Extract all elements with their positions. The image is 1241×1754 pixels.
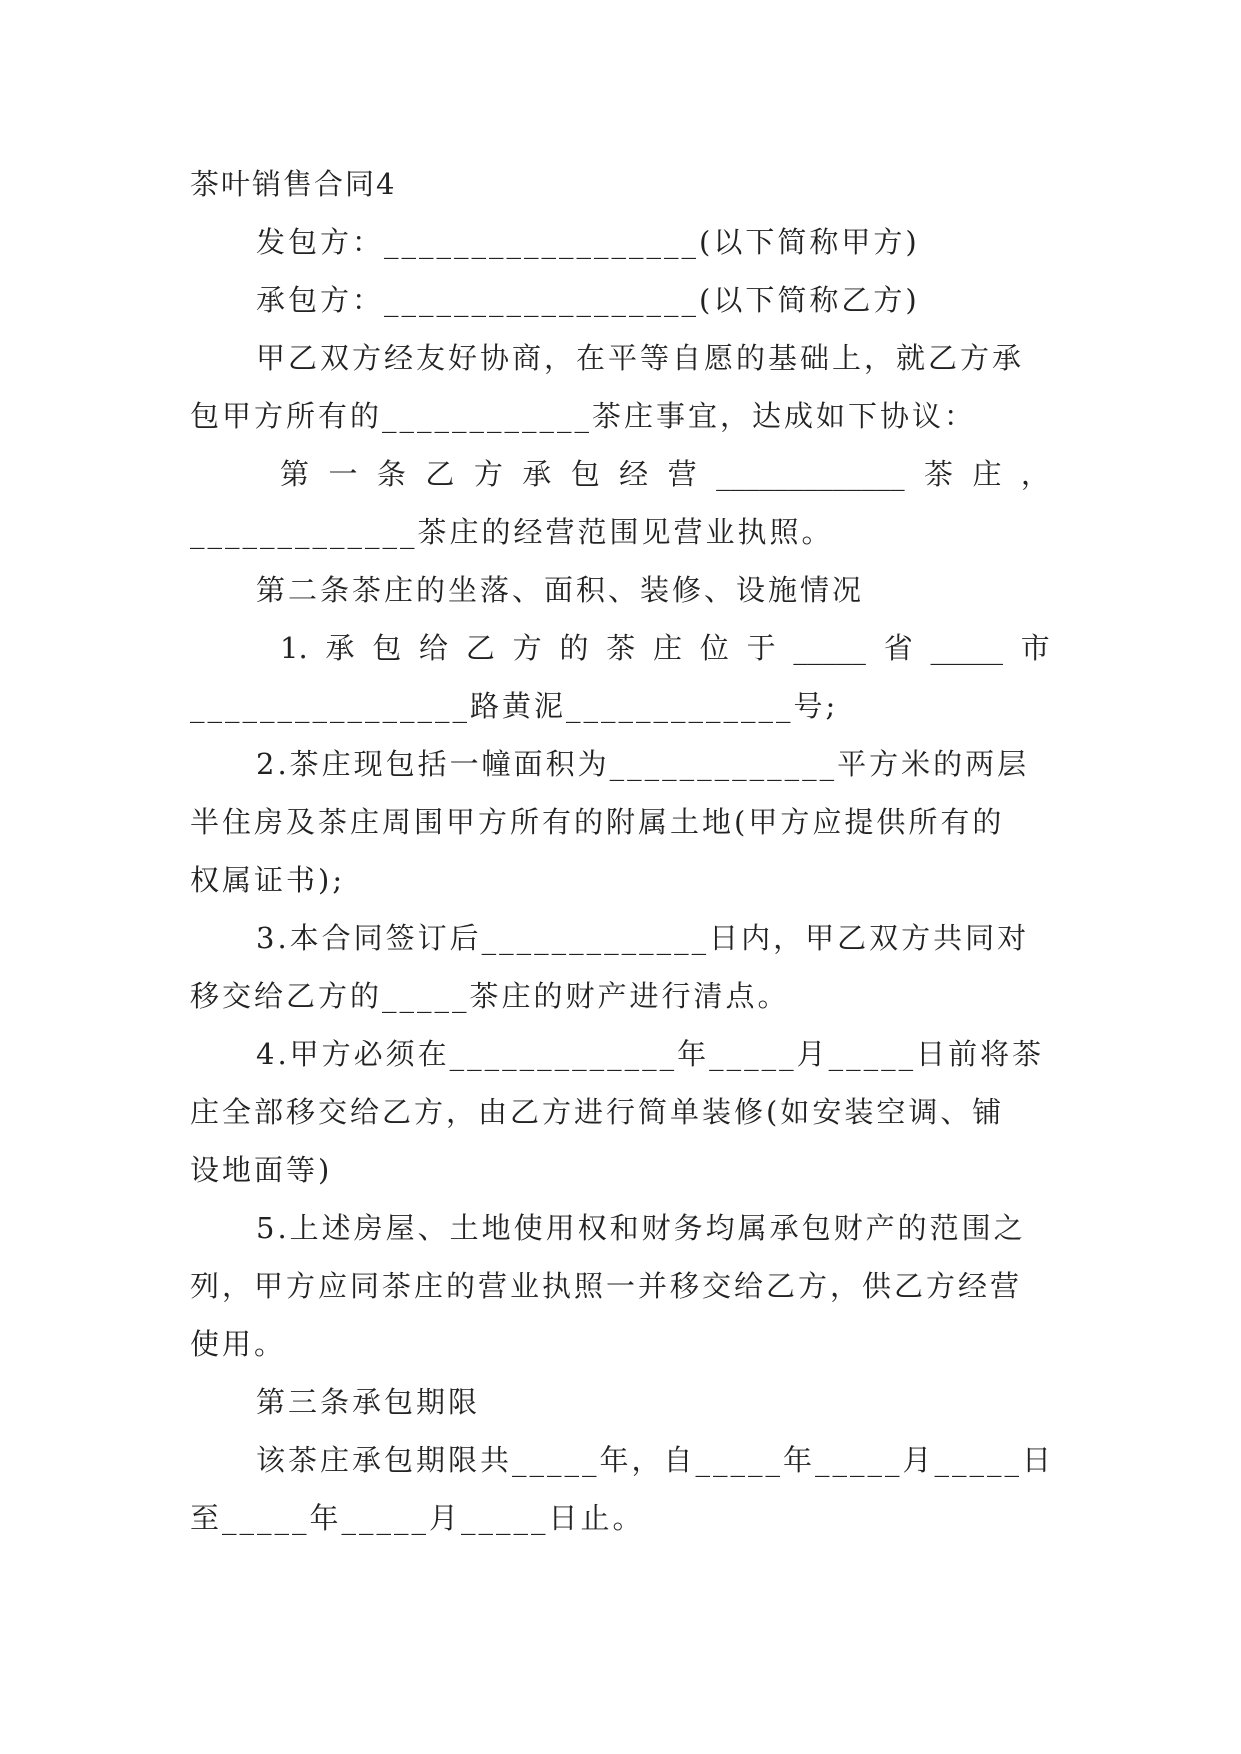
item-1-token: 承 [325,631,355,665]
article-1-token: 第 [280,457,310,491]
article-1-line-1 [190,445,1050,503]
article-1-token: 茶 [924,457,954,491]
item-1-token: 给 [419,631,449,665]
article-2-item-2-line-1: 2.茶庄现包括一幢面积为_____________平方米的两层 [256,747,1030,781]
article-2-item-3-line-2: 移交给乙方的_____茶庄的财产进行清点。 [190,979,790,1013]
item-1-blank: _____ [930,631,1003,665]
article-2-item-5-line-3: 使用。 [190,1327,287,1361]
item-1-token: 于 [746,631,776,665]
article-3-heading: 第三条承包期限 [256,1385,481,1419]
article-2-item-5-line-2: 列，甲方应同茶庄的营业执照一并移交给乙方，供乙方经营 [190,1269,1023,1303]
item-1-token: 庄 [653,631,683,665]
article-2-item-2-line-2: 半住房及茶庄周围甲方所有的附属土地(甲方应提供所有的 [190,805,1005,839]
preamble-line-2: 包甲方所有的____________茶庄事宜，达成如下协议： [190,399,977,433]
item-1-token: 包 [372,631,402,665]
article-1-token: 经 [619,457,649,491]
article-2-item-5-line-1: 5.上述房屋、土地使用权和财务均属承包财产的范围之 [256,1211,1026,1245]
article-1-token: 包 [570,457,600,491]
article-1-token: 乙 [425,457,455,491]
party-b-line: 承包方：__________________(以下简称乙方) [256,283,920,317]
article-1-token: 一 [328,457,358,491]
article-2-item-4-line-3: 设地面等) [190,1153,333,1187]
article-3-line-1: 该茶庄承包期限共_____年，自_____年_____月_____日 [256,1443,1055,1477]
article-1-token: 条 [376,457,406,491]
article-2-item-1-line-1 [190,619,1050,677]
item-1-token: 省 [883,631,913,665]
article-1-token: ， [1020,457,1050,491]
article-2-item-1-line-2: ________________路黄泥_____________号; [190,689,839,723]
article-1-token: 营 [667,457,697,491]
article-2-item-2-line-3: 权属证书); [190,863,346,897]
item-1-token: 1. [280,631,308,665]
article-2-heading: 第二条茶庄的坐落、面积、装修、设施情况 [256,573,865,607]
article-2-item-4-line-2: 庄全部移交给乙方，由乙方进行简单装修(如安装空调、铺 [190,1095,1005,1129]
item-1-token: 位 [699,631,729,665]
item-1-token: 方 [512,631,542,665]
document-title: 茶叶销售合同4 [190,167,397,201]
article-1-token: 方 [473,457,503,491]
item-1-token: 茶 [606,631,636,665]
preamble-line-1: 甲乙双方经友好协商，在平等自愿的基础上，就乙方承 [256,341,1025,375]
item-1-token: 乙 [465,631,495,665]
article-1-token: 承 [522,457,552,491]
item-1-token: 市 [1020,631,1050,665]
contract-page [190,155,1055,1547]
article-2-item-3-line-1: 3.本合同签订后_____________日内，甲乙双方共同对 [256,921,1030,955]
article-3-line-2: 至_____年_____月_____日止。 [190,1501,645,1535]
item-1-token: 的 [559,631,589,665]
article-2-item-4-line-1: 4.甲方必须在_____________年_____月_____日前将茶 [256,1037,1045,1071]
article-1-blank: _____________ [716,457,905,491]
article-1-line-2: _____________茶庄的经营范围见营业执照。 [190,515,834,549]
article-1-token: 庄 [972,457,1002,491]
item-1-blank: _____ [793,631,866,665]
party-a-line: 发包方：__________________(以下简称甲方) [256,225,920,259]
